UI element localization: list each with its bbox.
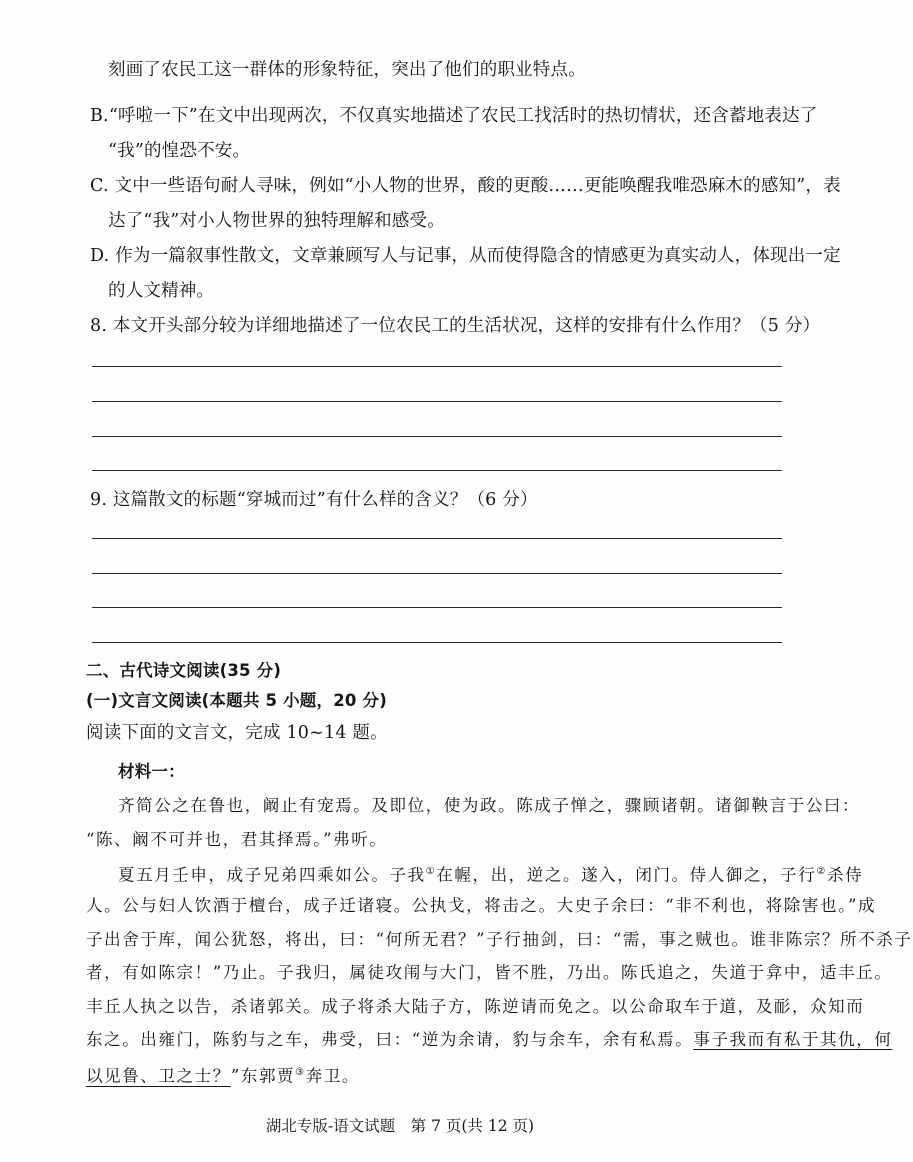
passage-line-4: 人。公与妇人饮酒于檀台，成子迁诸寝。公执戈，将击之。大史子余曰：“非不利也，将除害也。”成 bbox=[86, 896, 877, 915]
answer-line-q8-3[interactable] bbox=[92, 436, 782, 437]
page-footer: 湖北专版-语文试题 第 7 页(共 12 页) bbox=[265, 1117, 535, 1135]
footnote-mark-3: ③ bbox=[295, 1067, 306, 1078]
footnote-mark-2: ② bbox=[816, 866, 827, 877]
passage-segment: 在幄，出，逆之。遂入，闭门。侍人御之，子行 bbox=[436, 865, 817, 885]
subsection-1-heading: (一)文言文阅读(本题共 5 小题，20 分) bbox=[86, 691, 387, 710]
passage-line-5: 子出舍于库，闻公犹怒，将出，曰：“何所无君？”子行抽剑，曰：“需，事之贼也。谁非陈宗？所不杀子 bbox=[86, 930, 913, 949]
question-8: 8. 本文开头部分较为详细地描述了一位农民工的生活状况，这样的安排有什么作用？（5 分） bbox=[90, 316, 821, 336]
answer-line-q9-1[interactable] bbox=[92, 538, 782, 539]
footnote-mark-1: ① bbox=[425, 866, 437, 877]
option-c-line2: 达了“我”对小人物世界的独特理解和感受。 bbox=[108, 211, 445, 231]
reading-instruction: 阅读下面的文言文，完成 10~14 题。 bbox=[86, 723, 388, 743]
passage-segment: 夏五月壬申，成子兄弟四乘如公。子我 bbox=[118, 865, 426, 885]
passage-segment: 东之。出雍门，陈豹与之车，弗受，曰：“逆为余请，豹与余车，余有私焉。 bbox=[86, 1030, 694, 1049]
answer-line-q9-2[interactable] bbox=[92, 573, 782, 574]
option-a-continuation: 刻画了农民工这一群体的形象特征，突出了他们的职业特点。 bbox=[108, 60, 586, 80]
underlined-sentence: 事子我而有私于其仇，何 bbox=[693, 1030, 893, 1049]
passage-line-7: 丰丘人执之以告，杀诸郭关。成子将杀大陆子方，陈逆请而免之。以公命取车于道，及耏，众知而 bbox=[86, 997, 865, 1016]
option-d-line1: D. 作为一篇叙事性散文，文章兼顾写人与记事，从而使得隐含的情感更为真实动人，体现出一定 bbox=[90, 246, 841, 266]
question-9: 9. 这篇散文的标题“穿城而过”有什么样的含义？（6 分） bbox=[90, 490, 538, 510]
answer-line-q8-2[interactable] bbox=[92, 401, 782, 402]
passage-line-1: 齐简公之在鲁也，阚止有宠焉。及即位，使为政。陈成子惮之，骤顾诸朝。诸御鞅言于公曰： bbox=[118, 796, 861, 815]
underlined-sentence-end: 以见鲁、卫之士？ bbox=[86, 1066, 231, 1086]
passage-segment: 奔卫。 bbox=[305, 1066, 361, 1086]
option-d-line2: 的人文精神。 bbox=[108, 281, 215, 301]
answer-line-q9-3[interactable] bbox=[92, 607, 782, 608]
option-b-line2: “我”的惶恐不安。 bbox=[108, 141, 251, 161]
answer-line-q9-4[interactable] bbox=[92, 642, 782, 643]
passage-line-3 bbox=[118, 860, 863, 888]
passage-segment: 杀侍 bbox=[826, 865, 864, 885]
section-2-heading: 二、古代诗文阅读(35 分) bbox=[86, 661, 282, 680]
passage-segment: ”东郭贾 bbox=[230, 1066, 296, 1086]
material-label: 材料一： bbox=[118, 762, 185, 781]
passage-line-8 bbox=[86, 1028, 892, 1052]
answer-line-q8-4[interactable] bbox=[92, 470, 782, 471]
passage-line-2: “陈、阚不可并也，君其择焉。”弗听。 bbox=[86, 830, 388, 849]
option-c-line1: C. 文中一些语句耐人寻味，例如“小人物的世界，酸的更酸……更能唤醒我唯恐麻木的感知”，表 bbox=[90, 176, 841, 196]
answer-line-q8-1[interactable] bbox=[92, 366, 782, 367]
passage-line-6: 者，有如陈宗！”乃止。子我归，属徒攻闱与大门，皆不胜，乃出。陈氏追之，失道于弇中，适丰丘。 bbox=[86, 963, 893, 982]
passage-line-9 bbox=[86, 1061, 360, 1089]
option-b-line1: B.“呼啦一下”在文中出现两次，不仅真实地描述了农民工找活时的热切情状，还含蓄地表达了 bbox=[90, 106, 818, 126]
